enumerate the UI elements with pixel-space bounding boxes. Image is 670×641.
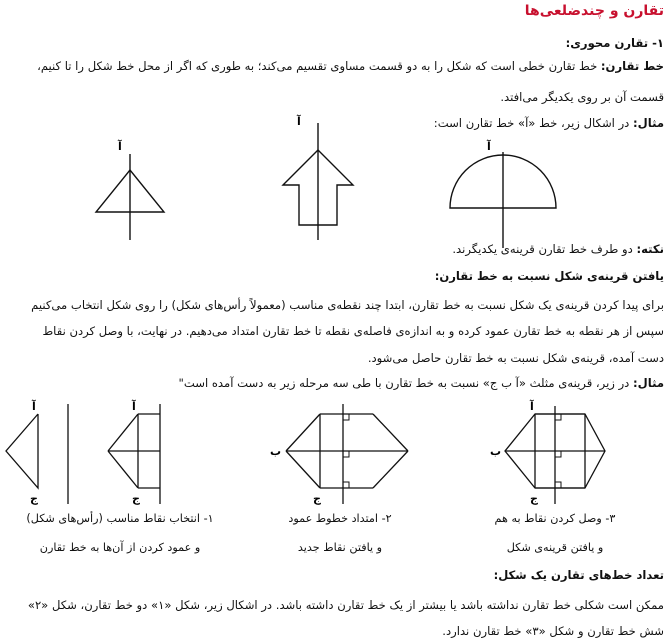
example-1-text: در اشکال زیر، خط «آ» خط تقارن است: (433, 116, 630, 130)
step-1-figure (0, 396, 170, 506)
step-1b-label-a: آ (132, 400, 136, 413)
step-3-label-a: آ (530, 400, 534, 413)
paragraph-3-line-2: شش خط تقارن و شکل «۳» خط تقارن ندارد. (442, 624, 664, 638)
semicircle-figure (445, 140, 565, 250)
step-2-label-b: ب (270, 445, 282, 458)
definition-line-1 (0, 57, 664, 75)
note (0, 240, 664, 258)
note-label: نکته: (636, 242, 664, 256)
step-2-figure (268, 396, 418, 506)
paragraph-2-line-2: سپس از هر نقطه به خط تقارن عمود کرده و به اندازه‌ی فاصله‌ی نقطه تا خط تقارن امتداد می‌دهیم. در نهایت، با وصل کردن نقاط (42, 324, 664, 338)
paragraph-2-line-3: دست آمده، قرینه‌ی شکل نسبت به خط تقارن حاصل می‌شود. (367, 351, 664, 365)
step-2-label-c: ج (313, 492, 321, 505)
example-2 (0, 374, 664, 392)
step-1a-label-a: آ (32, 400, 36, 413)
definition-text: خط تقارن خطی است که شکل را به دو قسمت مساوی تقسیم می‌کند؛ به طوری که اگر از محل خط شکل را تا کنیم، (37, 59, 598, 73)
paragraph-3-line-1: ممکن است شکلی خط تقارن نداشته باشد یا بیشتر از یک خط تقارن داشته باشد. در اشکال زیر، شکل «۱» دو خط تقارن، شکل «۲» (27, 598, 664, 612)
semicircle-axis-label: آ (487, 140, 491, 153)
paragraph-2-line-1: برای پیدا کردن قرینه‌ی یک شکل نسبت به خط تقارن، ابتدا چند نقطه‌ی مناسب (معمولاً رأس‌های شکل) را روی شکل انتخاب می‌کنیم (31, 298, 664, 312)
triangle-figure (88, 140, 188, 250)
arrow-figure (275, 115, 375, 245)
step-1-caption-1: ۱- انتخاب نقاط مناسب (رأس‌های شکل) (26, 512, 214, 525)
example-2-text: در زیر، قرینه‌ی مثلث «آ ب ج» نسبت به خط تقارن با طی سه مرحله زیر به دست آمده است" (178, 376, 630, 390)
step-3-label-b: ب (490, 445, 502, 458)
section-heading-number-of-axes: تعداد خط‌های تقارن یک شکل: (493, 568, 664, 582)
example-2-label: مثال: (633, 376, 664, 390)
example-1-label: مثال: (633, 116, 664, 130)
step-2-caption-1: ۲- امتداد خطوط عمود (288, 512, 392, 525)
section-heading-axial-symmetry: ۱- تقارن محوری: (565, 36, 664, 50)
step-2-caption-2: و یافتن نقاط جدید (297, 541, 383, 554)
note-text: دو طرف خط تقارن قرینه‌ی یکدیگرند. (452, 242, 633, 256)
definition-term: خط تقارن: (600, 59, 664, 73)
section-heading-finding-mirror: یافتن قرینه‌ی شکل نسبت به خط تقارن: (434, 269, 664, 283)
definition-line-2: قسمت آن بر روی یکدیگر می‌افتد. (500, 90, 664, 104)
triangle-axis-label: آ (118, 140, 122, 153)
step-3-caption-1: ۳- وصل کردن نقاط به هم (494, 512, 616, 525)
step-3-figure (490, 396, 630, 506)
arrow-axis-label: آ (297, 115, 301, 128)
step-1a-label-c: ج (30, 492, 38, 505)
step-1b-label-c: ج (132, 492, 140, 505)
step-1-caption-2: و عمود کردن از آن‌ها به خط تقارن (39, 541, 201, 554)
step-3-label-c: ج (530, 492, 538, 505)
page-title: تقارن و چندضلعی‌ها (524, 3, 664, 19)
step-3-caption-2: و یافتن قرینه‌ی شکل (506, 541, 604, 554)
